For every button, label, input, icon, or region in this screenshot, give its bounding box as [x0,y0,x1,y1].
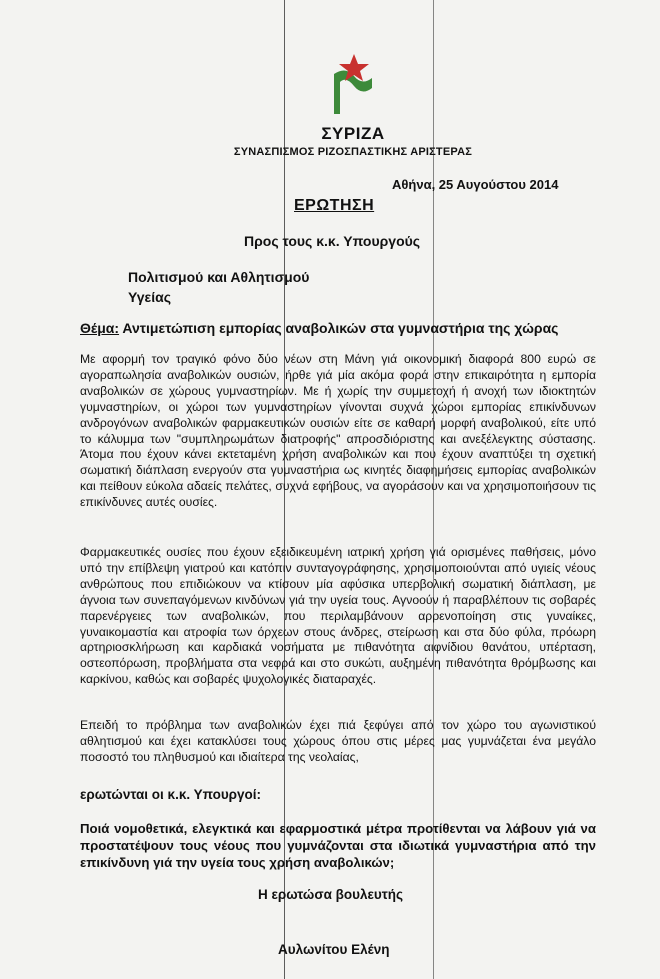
ministry-culture-sports: Πολιτισμού και Αθλητισμού [128,269,310,285]
subject-line [80,320,558,336]
question-text: Ποιά νομοθετικά, ελεγκτικά και εφαρμοστικά μέτρα προτίθενται να λάβουν γιά να προστατέψουν τους νέους που γυμνάζονται στα ιδιωτικά γυμναστήρια από την επικίνδυνη γιά την υγεία τους χρήση αναβολικών; [80,821,596,870]
body-paragraph: Φαρμακευτικές ουσίες που έχουν εξειδικευμένη ιατρική χρήση γιά ορισμένες παθήσεις, μόνο υπό την επίβλεψη γιατρού και κατόπιν συνταγογράφησης, χρησιμοποιούνται από υγιείς νέους ανθρώπους που επιδιώκουν να κτίσουν μία αφύσικα υπερβολική σωματική διάπλαση, με άγνοια των συνεπαγόμενων κινδύνων γιά την υγεία τους. Αγνοούν ή παραβλέπουν τις σοβαρές παρενέργειες των αναβολικών, που περιλαμβάνουν αρρενοποίηση στις γυναίκες, γυναικομαστία και ατροφία των όρχεων στους άνδρες, στείρωση και στα δύο φύλα, πρόωρη αρτηριοσκλήρωση και καρδιακά νοσήματα με πιθανότητα αιφνίδιου θανάτου, υπέρταση, οστεοπόρωση, προβλήματα στα νεφρά και στο συκώτι, αυξημένη πιθανότητα θρόμβωσης και καρκίνου, καθώς και σοβαρές ψυχολογικές διαταραχές. [80,545,596,687]
party-subtitle: ΣΥΝΑΣΠΙΣΜΟΣ ΡΙΖΟΣΠΑΣΤΙΚΗΣ ΑΡΙΣΤΕΡΑΣ [233,146,473,158]
signoff: Η ερωτώσα βουλευτής [258,887,404,902]
document-date: Αθήνα, 25 Αυγούστου 2014 [392,177,559,192]
body-paragraph: Επειδή το πρόβλημα των αναβολικών έχει πιά ξεφύγει από τον χώρο του αγωνιστικού αθλητισμού και έχει κατακλύσει τους χώρους όπου στις μέρες μας γυμνάζεται ένα μεγάλο ποσοστό του πληθυσμού και ιδιαίτερα της νεολαίας, [80,718,596,764]
ministry-health: Υγείας [128,289,171,305]
subject-text: Αντιμετώπιση εμπορίας αναβολικών στα γυμναστήρια της χώρας [122,320,559,336]
signer-name: Αυλωνίτου Ελένη [278,942,390,957]
subject-label: Θέμα: [80,320,120,336]
document-title: ΕΡΩΤΗΣΗ [294,197,375,214]
ministers-asked: ερωτώνται οι κ.κ. Υπουργοί: [80,787,262,802]
party-name: ΣΥΡΙΖΑ [321,124,385,143]
star-flag-logo-icon [332,52,376,118]
body-paragraph: Με αφορμή τον τραγικό φόνο δύο νέων στη Μάνη γιά οικονομική διαφορά 800 ευρώ σε αγοραπωλησία αναβολικών ουσιών, ήρθε γιά μία ακόμα φορά στην επικαιρότητα η εμπορία αναβολικών σε χώρους γυμναστηρίων. Με ή χωρίς την συμμετοχή ή ανοχή των ιδιοκτητών γυμναστηρίων, οι χώροι των γυμναστηρίων γίνονται συχνά χώροι εμπορίας επικίνδυνων ανδρογόνων αναβολικών φαρμακευτικών ουσιών είτε σε καθαρή μορφή αναβολικού, είτε υπό το κάλυμμα των "συμπληρωμάτων διατροφής" απροσδιόριστης και ανεξέλεγκτης σύστασης. Άτομα που έχουν κάνει εκτεταμένη χρήση αναβολικών και που έχουν αναπτύξει τη σχετική σωματική διάπλαση ενεργούν στα γυμναστήρια ως κινητές διαφημήσεις εμπορίας αναβολικών και πείθουν εύκολα αδαείς πελάτες, συχνά εφήβους, να αγοράσουν και να χρησιμοποιήσουν τις επικίνδυνες αυτές ουσίες. [80,352,596,510]
recipients-line: Προς τους κ.κ. Υπουργούς [244,233,421,249]
